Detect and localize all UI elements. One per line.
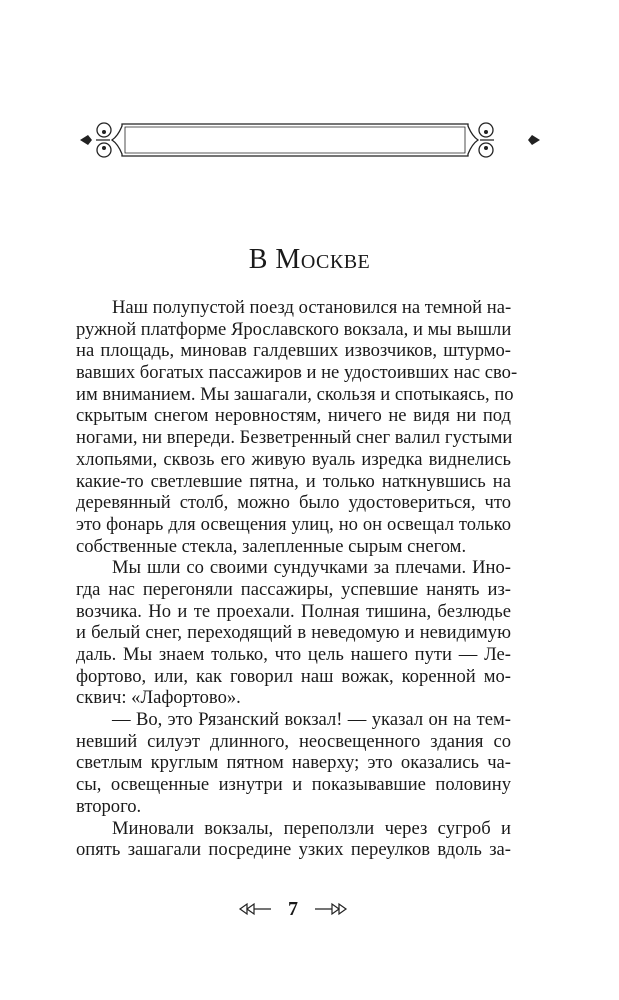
text-line: — Во, это Рязанский вокзал! — указал он на тем-	[112, 709, 511, 731]
text-line: Миновали вокзалы, переползли через сугроб и	[112, 817, 511, 839]
text-line: деревянный столб, можно было удостовериться, что	[76, 492, 511, 514]
text-line: на площадь, миновав галдевших извозчиков, штурмо-	[76, 340, 511, 362]
header-ornament-frame	[80, 118, 540, 162]
page-footer	[238, 896, 348, 922]
text-line: даль. Мы знаем только, что цель нашего пути — Ле-	[76, 644, 511, 665]
right-fleuron-icon	[314, 902, 348, 916]
text-line: сквич: «Лафортово».	[76, 687, 241, 709]
text-line: гда нас перегоняли пассажиры, успевшие нанять из-	[76, 578, 511, 600]
left-fleuron-icon	[238, 902, 272, 916]
text-line: светлым круглым пятном наверху; это оказались ча-	[76, 752, 511, 774]
chapter-title: В Москве	[248, 244, 371, 275]
text-line: возчика. Но и те проехали. Полная тишина, безлюдье	[76, 600, 511, 622]
text-line: вавших богатых пассажиров и не удостоивших нас сво-	[76, 362, 518, 384]
text-line: им вниманием. Мы зашагали, скользя и спотыкаясь, по	[76, 383, 514, 405]
text-line: второго.	[76, 795, 142, 817]
body-text	[76, 297, 518, 861]
page-number: 7	[288, 897, 298, 920]
text-line: и белый снег, переходящий в неведомую и невидимую	[76, 622, 511, 644]
text-line: собственные стекла, залепленные сырым снегом.	[76, 535, 467, 557]
text-line: Наш полупустой поезд остановился на темной на-	[112, 297, 512, 318]
text-line: фортово, или, как говорил наш вожак, коренной мо-	[76, 665, 511, 687]
text-line: Мы шли со своими сундучками за плечами. Ино-	[112, 557, 511, 579]
text-line: невший силуэт длинного, неосвещенного здания со	[76, 730, 511, 752]
text-line: ногами, ни впереди. Безветренный снег валил густыми	[76, 427, 513, 449]
text-line: опять зашагали посредине узких переулков вдоль за-	[76, 839, 511, 861]
text-line: хлопьями, сквозь его живую вуаль изредка виднелись	[76, 448, 511, 470]
text-line: какие-то светлевшие пятна, и только наткнувшись на	[76, 470, 511, 492]
text-line: сы, освещенные изнутри и показывавшие половину	[76, 774, 511, 796]
text-line: ружной платформе Ярославского вокзала, и мы вышли	[76, 318, 512, 340]
text-line: скрытым снегом неровностям, ничего не видя ни под	[76, 405, 511, 427]
text-line: это фонарь для освещения улиц, но он освещал только	[76, 513, 511, 535]
